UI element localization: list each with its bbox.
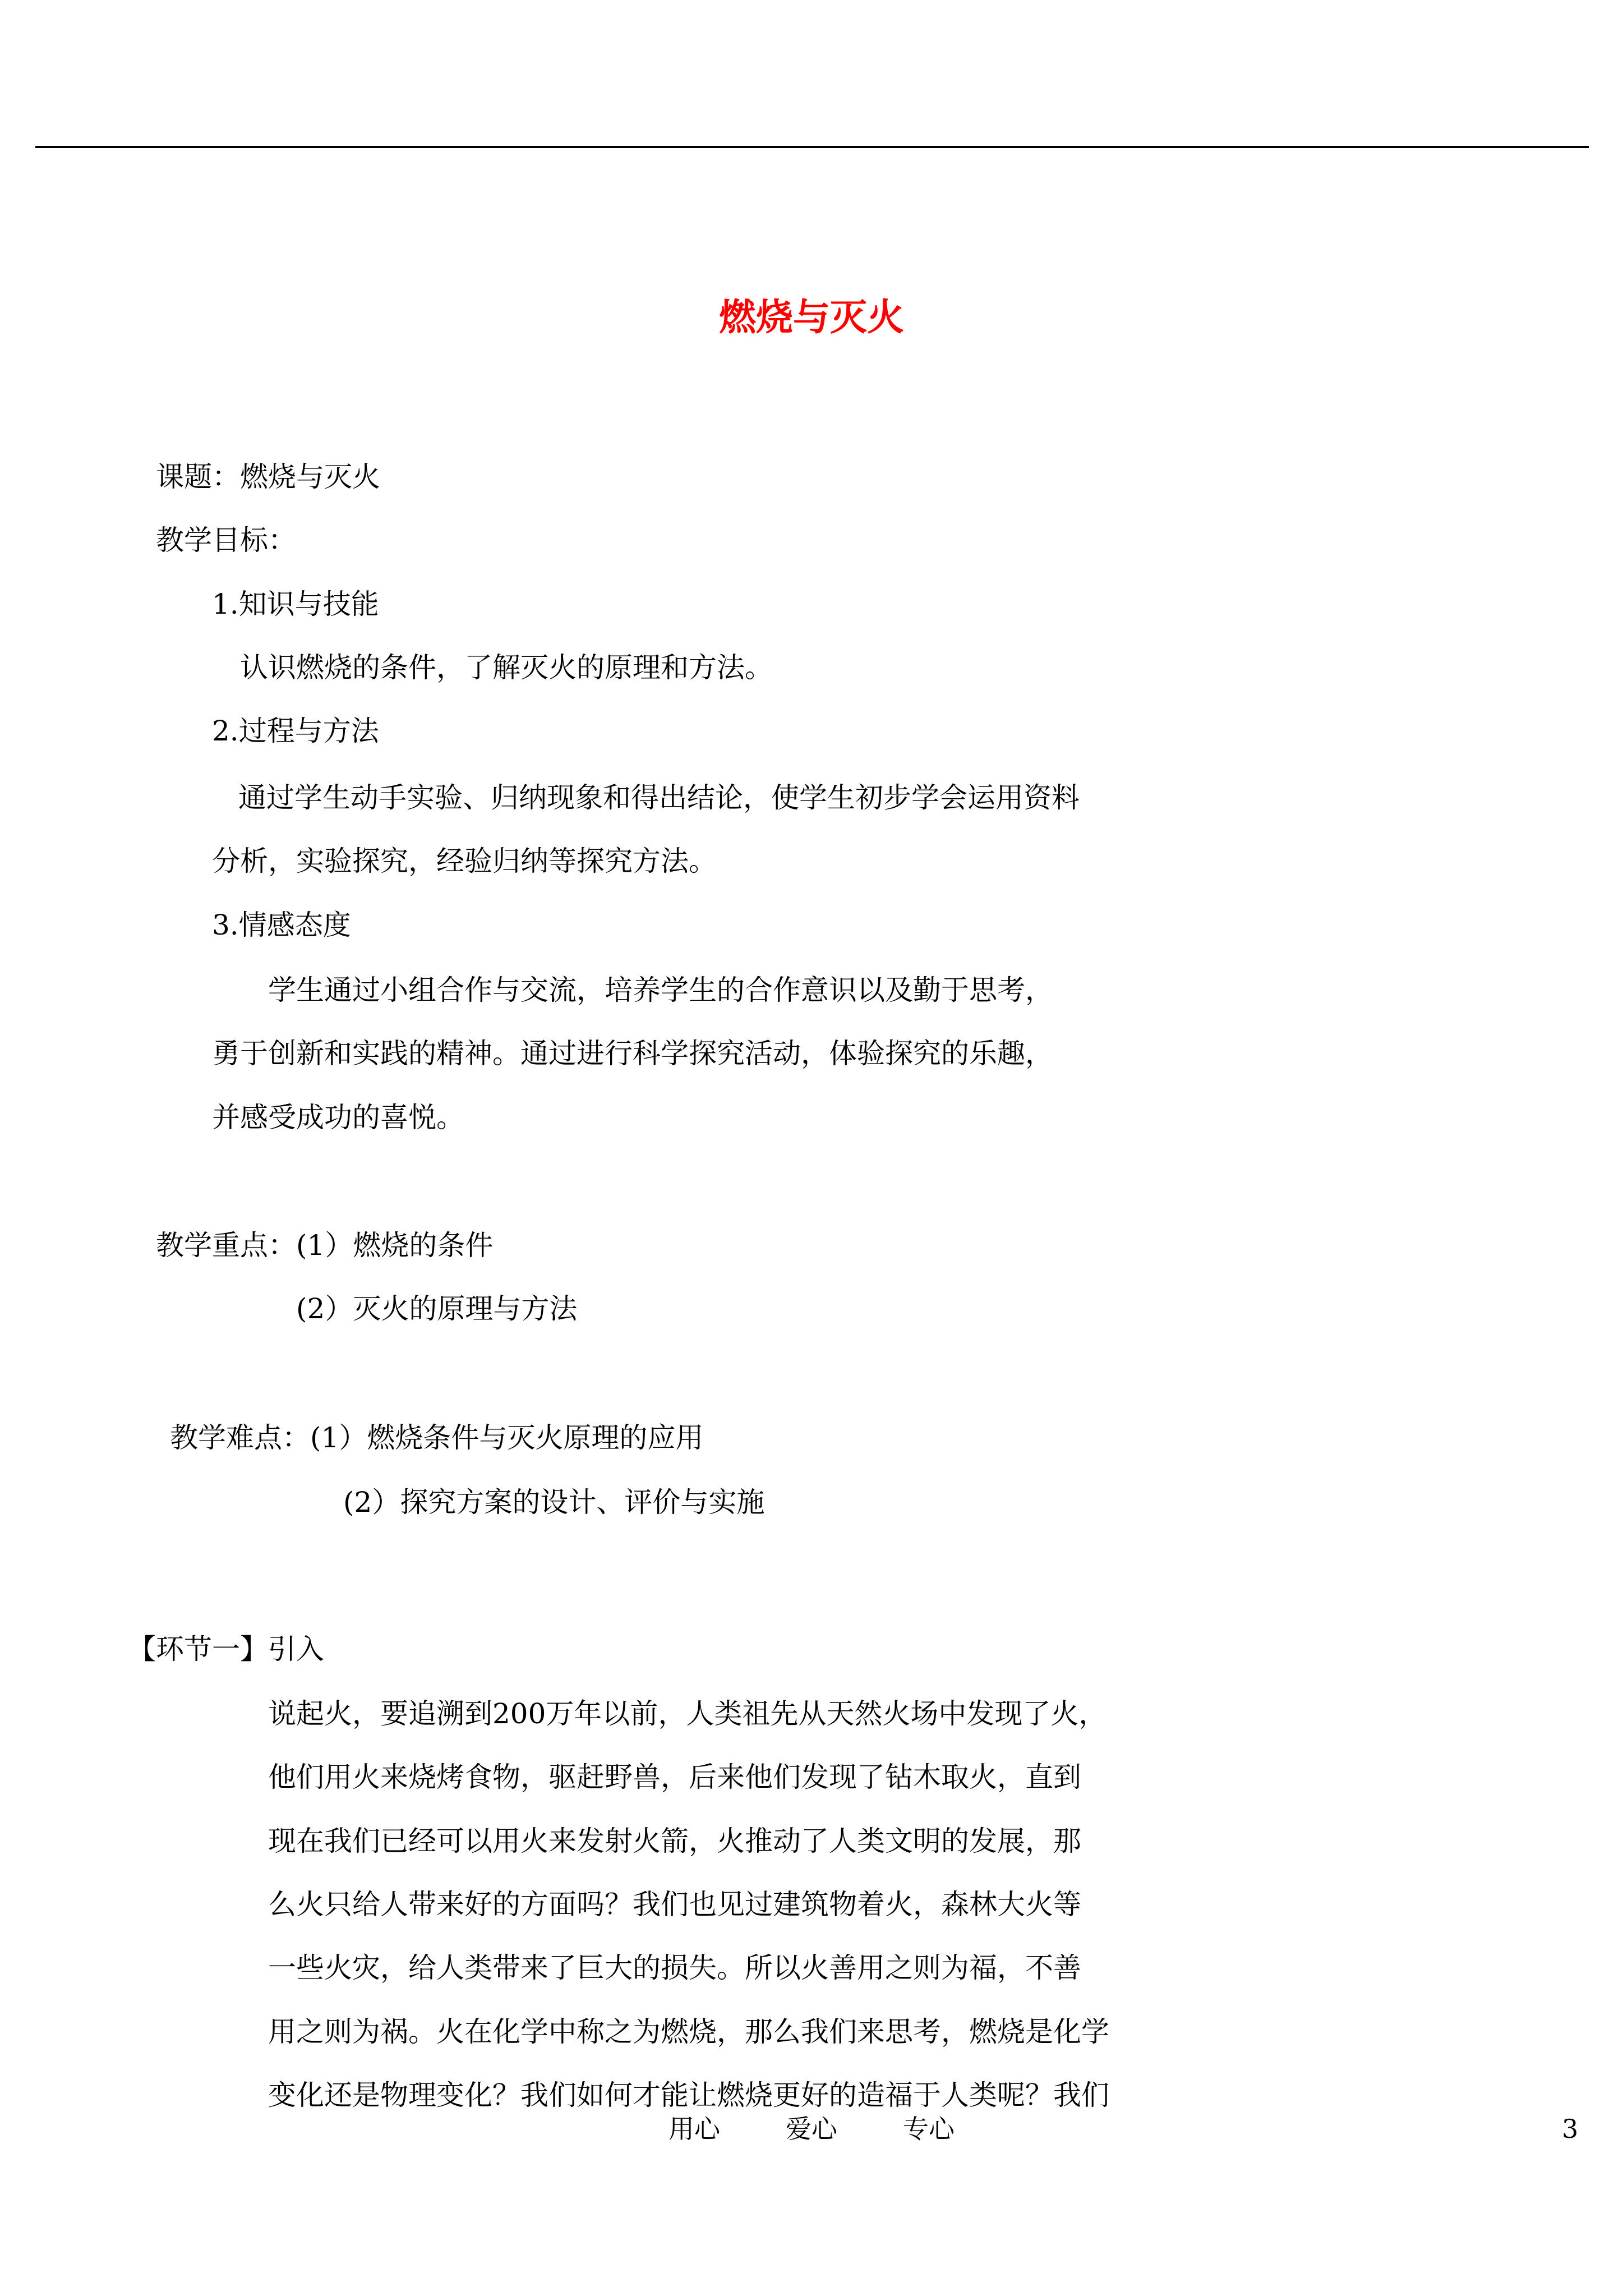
key-points-line-1: 教学重点：(1）燃烧的条件: [156, 1229, 494, 1262]
section-one-paragraph-line: 么火只给人带来好的方面吗？我们也见过建筑物着火，森林大火等: [268, 1888, 1081, 1921]
knowledge-heading: 1.知识与技能: [212, 588, 379, 620]
section-one-paragraph-line: 说起火，要追溯到200万年以前，人类祖先从天然火场中发现了火，: [268, 1697, 1107, 1730]
process-text-line-1: 通过学生动手实验、归纳现象和得出结论，使学生初步学会运用资料: [238, 781, 1080, 814]
objectives-heading: 教学目标：: [156, 524, 296, 556]
section-one-paragraph-line: 用之则为祸。火在化学中称之为燃烧，那么我们来思考，燃烧是化学: [268, 2016, 1109, 2048]
header-rule: [35, 146, 1589, 148]
emotion-text-line-1: 学生通过小组合作与交流，培养学生的合作意识以及勤于思考，: [268, 974, 1053, 1006]
section-one-paragraph-line: 变化还是物理变化？我们如何才能让燃烧更好的造福于人类呢？我们: [268, 2079, 1109, 2111]
emotion-heading: 3.情感态度: [212, 909, 351, 941]
section-one-paragraph-line: 他们用火来烧烤食物，驱赶野兽，后来他们发现了钻木取火，直到: [268, 1761, 1081, 1793]
emotion-text-line-3: 并感受成功的喜悦。: [212, 1101, 464, 1134]
section-one-paragraph-line: 现在我们已经可以用火来发射火箭，火推动了人类文明的发展，那: [268, 1825, 1081, 1857]
document-title: 燃烧与灭火: [719, 295, 904, 339]
key-points-line-2: (2）灭火的原理与方法: [296, 1292, 578, 1325]
footer-motto: 用心 爱心 专心: [668, 2114, 955, 2144]
section-one-heading: 【环节一】引入: [128, 1633, 324, 1665]
difficulties-line-2: (2）探究方案的设计、评价与实施: [343, 1486, 765, 1519]
section-one-paragraph-line: 一些火灾，给人类带来了巨大的损失。所以火善用之则为福，不善: [268, 1952, 1081, 1984]
emotion-text-line-2: 勇于创新和实践的精神。通过进行科学探究活动，体验探究的乐趣，: [212, 1037, 1053, 1070]
page-number: 3: [1562, 2114, 1579, 2144]
process-heading: 2.过程与方法: [212, 715, 379, 747]
knowledge-text: 认识燃烧的条件，了解灭火的原理和方法。: [240, 651, 773, 684]
process-text-line-2: 分析，实验探究，经验归纳等探究方法。: [212, 845, 717, 877]
difficulties-line-1: 教学难点：(1）燃烧条件与灭火原理的应用: [170, 1421, 704, 1454]
topic-line: 课题：燃烧与灭火: [156, 461, 380, 493]
